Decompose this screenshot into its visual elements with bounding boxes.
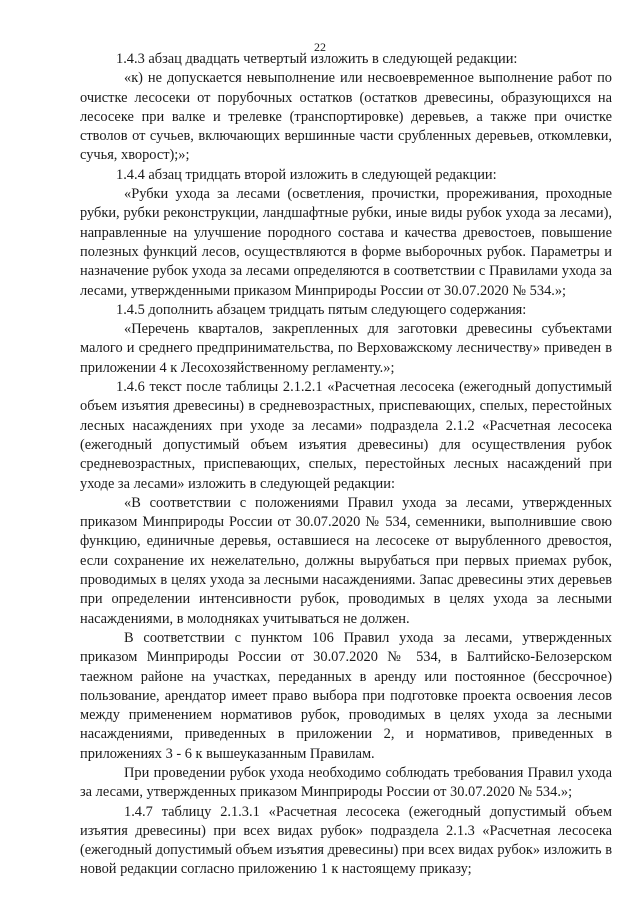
item-1-4-5: 1.4.5 дополнить абзацем тридцать пятым следующего содержания:	[116, 301, 527, 318]
quote-item-k: «к) не допускается невыполнение или несвоевременное выполнение работ по очистке лесосеки от порубочных остатков (остатков древесины, образующихся на лесосеке при валке и трелевке (транспортировке) деревьев, а также при очистке стволов от сучьев, включающих вершинные части срубленных деревьев, откомлевки, сучья, хворост);»;	[80, 70, 612, 164]
item-1-4-4: 1.4.4 абзац тридцать второй изложить в следующей редакции:	[116, 166, 497, 183]
paragraph-point-106: В соответствии с пунктом 106 Правил ухода за лесами, утвержденных приказом Минприроды России от 30.07.2020 № 534, в Балтийско-Белозерском таежном районе на участках, переданных в аренду или постоянное (бессрочное) пользование, арендатор имеет право выбора при подготовке проекта освоения лесов между применением нормативов рубок, проводимых в целях ухода за лесными насаждениями, приведенных в приложении 2, и нормативов, приведенных в приложениях 3 - 6 к вышеуказанным Правилам.	[80, 629, 612, 762]
document-body	[80, 50, 612, 880]
item-1-4-7: 1.4.7 таблицу 2.1.3.1 «Расчетная лесосека (ежегодный допустимый объем изъятия древесины) при всех видах рубок» подраздела 2.1.3 «Расчетная лесосека (ежегодный допустимый объем изъятия древесины) при всех видах рубок» изложить в новой редакции согласно приложению 1 к настоящему приказу;	[80, 803, 612, 878]
quote-quarter-list: «Перечень кварталов, закрепленных для заготовки древесины субъектами малого и среднего предпринимательства, по Верховажскому лесничеству» приведен в приложении 4 к Лесохозяйственному регламенту.»;	[80, 321, 612, 376]
quote-seed-trees: «В соответствии с положениями Правил ухода за лесами, утвержденных приказом Минприроды России от 30.07.2020 № 534, семенники, выполнившие свою функцию, единичные деревья, оставшиеся на лесосеке от вырубленного древостоя, если сохранение их нежелательно, должны вырубаться при первых приемах рубок, проводимых в целях ухода за лесными насаждениями. Запас древесины этих деревьев при определении интенсивности рубок, проводимых в целях ухода за лесными насаждениями, в молодняках учитываться не должен.	[80, 494, 612, 627]
page-number: 22	[314, 40, 326, 54]
item-1-4-6: 1.4.6 текст после таблицы 2.1.2.1 «Расчетная лесосека (ежегодный допустимый объем изъятия древесины) в средневозрастных, приспевающих, спелых, перестойных лесных насаждениях при уходе за лесами» подраздела 2.1.2 «Расчетная лесосека (ежегодный допустимый объем изъятия древесины) для осуществления рубок средневозрастных, приспевающих, спелых, перестойных лесных насаждений при уходе за лесами» изложить в следующей редакции:	[80, 379, 612, 492]
paragraph-requirements: При проведении рубок ухода необходимо соблюдать требования Правил ухода за лесами, утвержденных приказом Минприроды России от 30.07.2020 № 534.»;	[80, 764, 612, 801]
quote-thinning-cuttings: «Рубки ухода за лесами (осветления, прочистки, прореживания, проходные рубки, рубки реконструкции, ландшафтные рубки, иные виды рубок ухода за лесами), направленные на улучшение породного состава и качества древостоев, повышение полезных функций лесов, осуществляются в форме выборочных рубок. Параметры и назначение рубок ухода за лесами определяются в соответствии с Правилами ухода за лесами, утвержденными приказом Минприроды России от 30.07.2020 № 534.»;	[80, 186, 612, 299]
item-1-4-3: 1.4.3 абзац двадцать четвертый изложить в следующей редакции:	[116, 51, 518, 67]
